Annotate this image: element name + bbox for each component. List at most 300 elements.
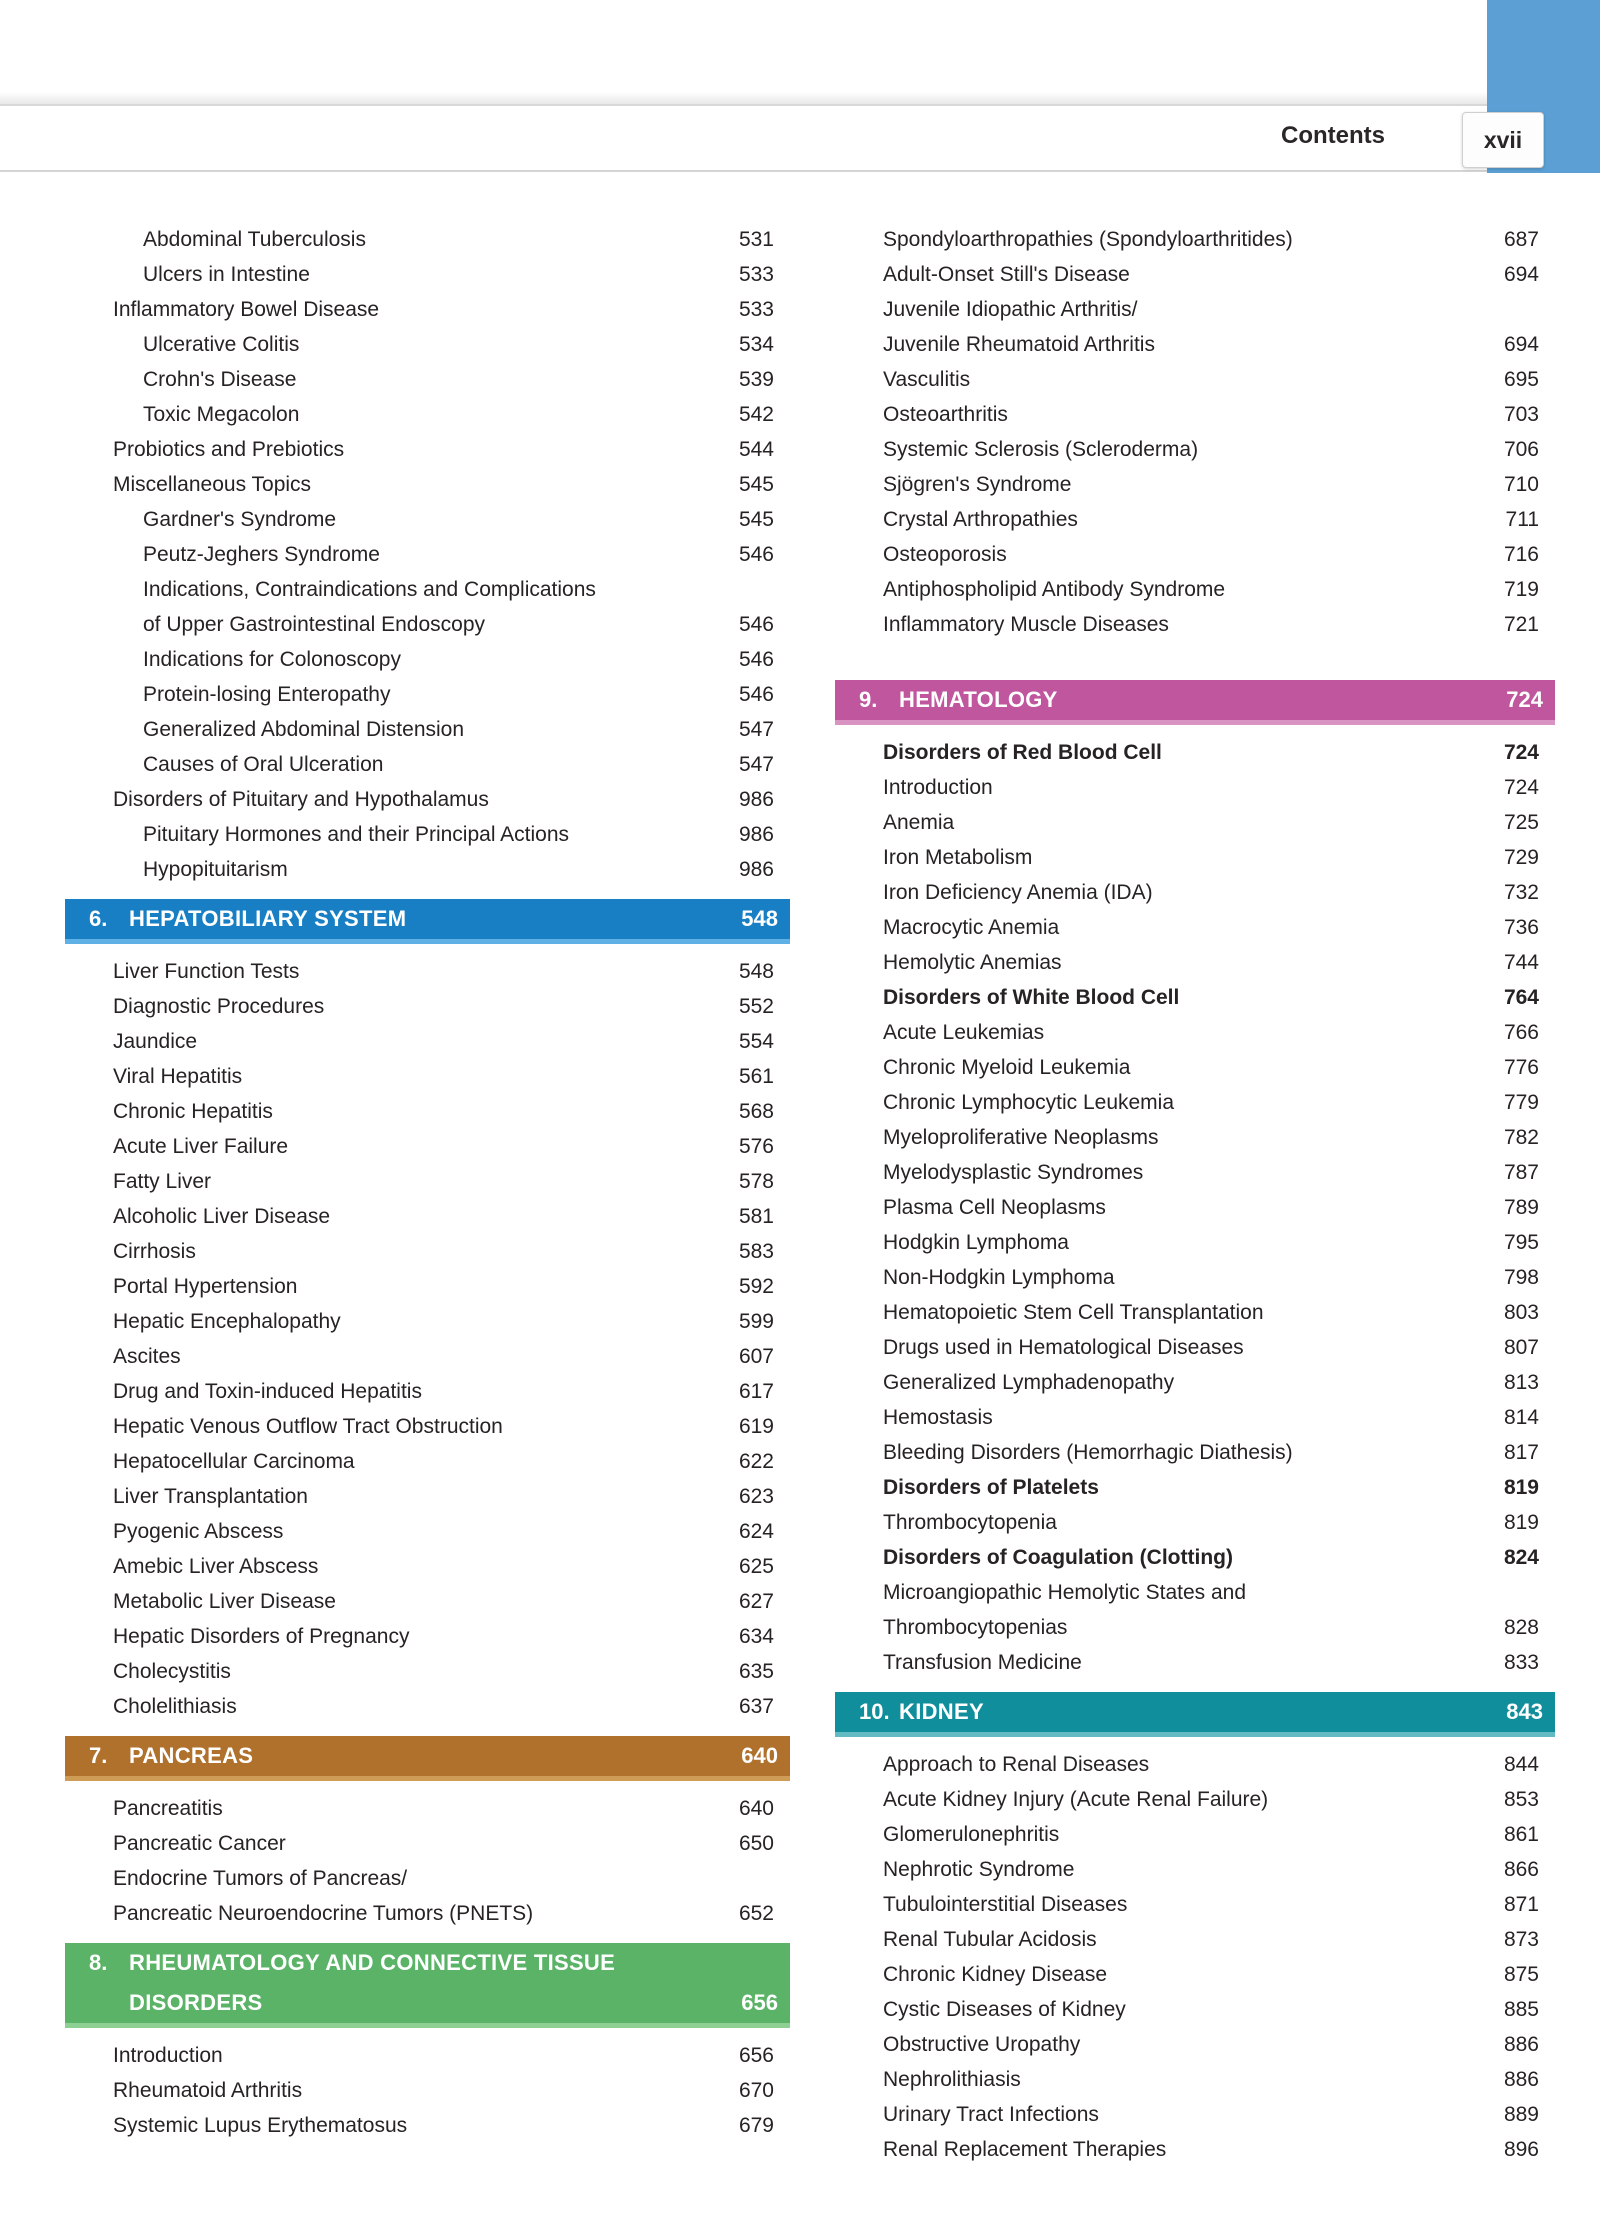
toc-entry-page: 724 (1503, 776, 1539, 799)
toc-entry-page: 534 (738, 333, 774, 356)
toc-entry (65, 467, 790, 502)
toc-entry (835, 1155, 1555, 1190)
toc-entry-page: 886 (1503, 2068, 1539, 2091)
toc-entry-page: 776 (1503, 1056, 1539, 1079)
toc-entry (835, 1260, 1555, 1295)
toc-entry-page: 871 (1503, 1893, 1539, 1916)
toc-entry (65, 607, 790, 642)
toc-entry-title: Nephrotic Syndrome (883, 1858, 1075, 1881)
toc-entry (835, 735, 1555, 770)
toc-entry (65, 1514, 790, 1549)
section-page-number: 843 (1506, 1699, 1543, 1724)
toc-entry-page: 764 (1503, 986, 1539, 1009)
toc-entry-page: 634 (738, 1625, 774, 1648)
toc-entry (835, 1190, 1555, 1225)
toc-entry-page: 581 (738, 1205, 774, 1228)
section-header-line (89, 1736, 778, 1776)
section-number: 7. (89, 1743, 108, 1768)
toc-entry-title: Metabolic Liver Disease (113, 1590, 336, 1613)
section-header-stripe (835, 720, 1555, 725)
toc-entry-page: 787 (1503, 1161, 1539, 1184)
toc-entry (835, 2097, 1555, 2132)
page-number-tab (1462, 112, 1544, 168)
toc-entry-title: Causes of Oral Ulceration (143, 753, 384, 776)
toc-entry-page: 716 (1503, 543, 1539, 566)
toc-entry-page: 635 (738, 1660, 774, 1683)
toc-entry-page: 721 (1503, 613, 1539, 636)
section-header-line (859, 680, 1543, 720)
toc-entry-title: Juvenile Rheumatoid Arthritis (883, 333, 1155, 356)
toc-entry-page: 656 (738, 2044, 774, 2067)
toc-entry-title: Hepatic Disorders of Pregnancy (113, 1625, 410, 1648)
toc-entry (835, 397, 1555, 432)
toc-entry-page: 866 (1503, 1858, 1539, 1881)
toc-entry-title: Obstructive Uropathy (883, 2033, 1081, 2056)
toc-entry-title: Tubulointerstitial Diseases (883, 1893, 1128, 1916)
toc-entry-title: Juvenile Idiopathic Arthritis/ (883, 298, 1138, 321)
toc-entry-page: 885 (1503, 1998, 1539, 2021)
toc-entry-page: 554 (738, 1030, 774, 1053)
toc-entry-title: Introduction (113, 2044, 223, 2067)
toc-entry-page: 546 (738, 648, 774, 671)
toc-entry-title: Renal Tubular Acidosis (883, 1928, 1097, 1951)
toc-entry-page: 578 (738, 1170, 774, 1193)
toc-column-left (65, 222, 790, 2143)
toc-entry-title: Introduction (883, 776, 993, 799)
toc-entry (835, 1852, 1555, 1887)
toc-entry-title: Cholecystitis (113, 1660, 231, 1683)
toc-entry-page: 622 (738, 1450, 774, 1473)
toc-entry-title: Liver Transplantation (113, 1485, 308, 1508)
toc-entry-title: Cirrhosis (113, 1240, 196, 1263)
toc-entry-title: Vasculitis (883, 368, 971, 391)
toc-entry-page: 539 (738, 368, 774, 391)
toc-entry-title: Pancreatic Neuroendocrine Tumors (PNETS) (113, 1902, 534, 1925)
toc-entry-title: Iron Deficiency Anemia (IDA) (883, 881, 1153, 904)
toc-entry-title: Disorders of White Blood Cell (883, 986, 1180, 1009)
toc-entry (835, 1470, 1555, 1505)
section-number: 10. (859, 1699, 890, 1724)
toc-entry (835, 1540, 1555, 1575)
toc-entry-title: Peutz-Jeghers Syndrome (143, 543, 380, 566)
toc-entry (835, 945, 1555, 980)
section-header-stripe (65, 2023, 790, 2028)
toc-entry-page: 548 (738, 960, 774, 983)
toc-entry-page: 844 (1503, 1753, 1539, 1776)
toc-entry (835, 1817, 1555, 1852)
toc-entry-title: Pancreatic Cancer (113, 1832, 286, 1855)
page-header-strip (0, 104, 1600, 172)
toc-entry-title: Pyogenic Abscess (113, 1520, 284, 1543)
toc-entry-page: 986 (738, 858, 774, 881)
toc-entry (835, 980, 1555, 1015)
toc-entry (65, 257, 790, 292)
toc-entry-page: 803 (1503, 1301, 1539, 1324)
toc-entry-title: Osteoarthritis (883, 403, 1008, 426)
section-header-line (859, 1692, 1543, 1732)
toc-entry-title: Pituitary Hormones and their Principal Actions (143, 823, 570, 846)
toc-entry (835, 1295, 1555, 1330)
toc-entry-title: Osteoporosis (883, 543, 1007, 566)
toc-entry (65, 1304, 790, 1339)
toc-column-right (835, 222, 1555, 2167)
section-title: KIDNEY (899, 1699, 984, 1724)
toc-entry (835, 257, 1555, 292)
toc-entry (65, 537, 790, 572)
toc-entry-page: 679 (738, 2114, 774, 2137)
toc-entry-title: Indications, Contraindications and Complications (143, 578, 596, 601)
toc-entry-title: Chronic Hepatitis (113, 1100, 273, 1123)
toc-entry (835, 1225, 1555, 1260)
toc-entry (65, 502, 790, 537)
toc-entry-title: of Upper Gastrointestinal Endoscopy (143, 613, 486, 636)
toc-entry-page: 833 (1503, 1651, 1539, 1674)
toc-entry-title: Thrombocytopenias (883, 1616, 1068, 1639)
toc-entry-page: 795 (1503, 1231, 1539, 1254)
toc-entry (835, 1330, 1555, 1365)
toc-entry-title: Toxic Megacolon (143, 403, 300, 426)
section-page-number: 724 (1506, 687, 1543, 712)
toc-entry (65, 1024, 790, 1059)
toc-entry-page: 533 (738, 263, 774, 286)
toc-entry (65, 747, 790, 782)
toc-entry-title: Hodgkin Lymphoma (883, 1231, 1069, 1254)
toc-entry-page: 592 (738, 1275, 774, 1298)
toc-entry-title: Approach to Renal Diseases (883, 1753, 1150, 1776)
toc-entry (65, 989, 790, 1024)
toc-entry (65, 1896, 790, 1931)
toc-entry-title: Hemostasis (883, 1406, 993, 1429)
toc-entry (835, 222, 1555, 257)
toc-entry (835, 805, 1555, 840)
toc-entry (835, 327, 1555, 362)
toc-entry (65, 1619, 790, 1654)
toc-entry (835, 467, 1555, 502)
toc-entry-page: 766 (1503, 1021, 1539, 1044)
toc-entry (65, 2108, 790, 2143)
toc-entry-title: Chronic Kidney Disease (883, 1963, 1108, 1986)
toc-entry-page: 889 (1503, 2103, 1539, 2126)
toc-entry-title: Abdominal Tuberculosis (143, 228, 366, 251)
section-title: RHEUMATOLOGY AND CONNECTIVE TISSUE (129, 1950, 616, 1975)
toc-entry-page: 640 (738, 1797, 774, 1820)
toc-entry-page: 736 (1503, 916, 1539, 939)
toc-entry-title: Microangiopathic Hemolytic States and (883, 1581, 1247, 1604)
toc-entry-page: 547 (738, 753, 774, 776)
toc-entry (835, 362, 1555, 397)
toc-entry-title: Inflammatory Bowel Disease (113, 298, 380, 321)
toc-entry-title: Hemolytic Anemias (883, 951, 1062, 974)
toc-entry-title: Hepatic Venous Outflow Tract Obstruction (113, 1415, 503, 1438)
toc-entry (65, 1164, 790, 1199)
toc-entry (65, 1269, 790, 1304)
toc-entry-page: 710 (1503, 473, 1539, 496)
toc-entry-page: 547 (738, 718, 774, 741)
toc-entry (65, 1374, 790, 1409)
section-header-stripe (65, 1776, 790, 1781)
toc-entry-title: Spondyloarthropathies (Spondyloarthritides) (883, 228, 1293, 251)
toc-entry (835, 1575, 1555, 1610)
toc-entry-page: 617 (738, 1380, 774, 1403)
toc-entry-title: Nephrolithiasis (883, 2068, 1021, 2091)
toc-entry (835, 1747, 1555, 1782)
toc-entry (65, 1059, 790, 1094)
toc-entry-title: Disorders of Platelets (883, 1476, 1099, 1499)
toc-entry (835, 910, 1555, 945)
toc-entry-title: Fatty Liver (113, 1170, 212, 1193)
toc-entry-page: 637 (738, 1695, 774, 1718)
toc-entry-page: 546 (738, 543, 774, 566)
toc-entry (65, 1549, 790, 1584)
toc-entry (835, 770, 1555, 805)
section-header-line (89, 1983, 778, 2023)
toc-entry-title: Chronic Myeloid Leukemia (883, 1056, 1131, 1079)
toc-entry-page: 542 (738, 403, 774, 426)
toc-entry-page: 711 (1505, 508, 1539, 531)
toc-entry-page: 824 (1503, 1546, 1539, 1569)
toc-entry-page: 725 (1503, 811, 1539, 834)
toc-entry-title: Ascites (113, 1345, 181, 1368)
section-title: HEMATOLOGY (899, 687, 1058, 712)
toc-entry-title: Hepatic Encephalopathy (113, 1310, 341, 1333)
toc-entry-page: 873 (1503, 1928, 1539, 1951)
toc-entry-title: Cholelithiasis (113, 1695, 237, 1718)
toc-entry (835, 1645, 1555, 1680)
section-number: 6. (89, 906, 108, 931)
toc-entry-page: 814 (1503, 1406, 1539, 1429)
toc-entry-title: Acute Liver Failure (113, 1135, 289, 1158)
page-number: xvii (1483, 126, 1523, 153)
toc-entry-page: 782 (1503, 1126, 1539, 1149)
toc-entry (835, 1085, 1555, 1120)
toc-entry-title: Adult-Onset Still's Disease (883, 263, 1130, 286)
toc-entry (835, 1992, 1555, 2027)
toc-entry (65, 327, 790, 362)
section-header-bar (835, 1692, 1555, 1732)
section-page-number: 656 (741, 1990, 778, 2015)
toc-entry-page: 694 (1503, 333, 1539, 356)
toc-entry-title: Drugs used in Hematological Diseases (883, 1336, 1244, 1359)
toc-entry (65, 712, 790, 747)
section-header-bar (65, 1943, 790, 2023)
toc-entry (835, 607, 1555, 642)
toc-entry-page: 544 (738, 438, 774, 461)
section-number: 8. (89, 1950, 108, 1975)
toc-entry (65, 1129, 790, 1164)
section-header-bar (835, 680, 1555, 720)
toc-entry-page: 828 (1503, 1616, 1539, 1639)
toc-entry-title: Systemic Sclerosis (Scleroderma) (883, 438, 1199, 461)
toc-entry-title: Generalized Lymphadenopathy (883, 1371, 1175, 1394)
toc-entry (65, 1791, 790, 1826)
toc-entry (835, 1922, 1555, 1957)
toc-entry-page: 546 (738, 613, 774, 636)
toc-entry-title: Renal Replacement Therapies (883, 2138, 1167, 2161)
section-title: HEPATOBILIARY SYSTEM (129, 906, 407, 931)
toc-entry-page: 861 (1503, 1823, 1539, 1846)
spacer (835, 642, 1555, 668)
toc-entry-title: Cystic Diseases of Kidney (883, 1998, 1126, 2021)
toc-entry (835, 292, 1555, 327)
toc-entry-page: 875 (1503, 1963, 1539, 1986)
toc-entry (65, 397, 790, 432)
toc-entry (65, 782, 790, 817)
toc-entry-page: 650 (738, 1832, 774, 1855)
toc-entry (65, 1826, 790, 1861)
toc-entry (65, 362, 790, 397)
toc-entry-page: 619 (738, 1415, 774, 1438)
section-header-line (89, 1943, 778, 1983)
toc-entry-title: Hematopoietic Stem Cell Transplantation (883, 1301, 1264, 1324)
toc-entry-page: 807 (1503, 1336, 1539, 1359)
toc-entry (65, 1444, 790, 1479)
toc-entry (835, 1015, 1555, 1050)
toc-entry-title: Amebic Liver Abscess (113, 1555, 319, 1578)
toc-entry-title: Disorders of Coagulation (Clotting) (883, 1546, 1233, 1569)
toc-entry-page: 561 (738, 1065, 774, 1088)
toc-entry-page: 798 (1503, 1266, 1539, 1289)
toc-entry-page: 706 (1503, 438, 1539, 461)
toc-entry (65, 1234, 790, 1269)
toc-entry-title: Crohn's Disease (143, 368, 297, 391)
toc-entry (835, 2027, 1555, 2062)
toc-entry (835, 1120, 1555, 1155)
toc-entry-page: 719 (1503, 578, 1539, 601)
toc-entry (65, 1199, 790, 1234)
section-header-stripe (835, 1732, 1555, 1737)
toc-entry-page: 789 (1503, 1196, 1539, 1219)
toc-entry (835, 502, 1555, 537)
toc-entry (65, 1094, 790, 1129)
toc-entry (835, 1365, 1555, 1400)
toc-entry-title: Endocrine Tumors of Pancreas/ (113, 1867, 408, 1890)
toc-entry-page: 545 (738, 473, 774, 496)
toc-entry-title: Iron Metabolism (883, 846, 1033, 869)
toc-entry-page: 552 (738, 995, 774, 1018)
toc-entry-title: Jaundice (113, 1030, 198, 1053)
section-title: PANCREAS (129, 1743, 254, 1768)
toc-entry-title: Rheumatoid Arthritis (113, 2079, 303, 2102)
toc-entry-title: Ulcerative Colitis (143, 333, 300, 356)
toc-entry-page: 729 (1503, 846, 1539, 869)
toc-entry-page: 545 (738, 508, 774, 531)
section-header-line (89, 899, 778, 939)
toc-entry-title: Myeloproliferative Neoplasms (883, 1126, 1159, 1149)
toc-entry (835, 875, 1555, 910)
toc-entry-page: 813 (1503, 1371, 1539, 1394)
toc-entry (835, 1957, 1555, 1992)
toc-entry-title: Sjögren's Syndrome (883, 473, 1072, 496)
toc-entry (65, 1339, 790, 1374)
toc-entry (835, 1505, 1555, 1540)
toc-entry (835, 537, 1555, 572)
toc-entry-title: Protein-losing Enteropathy (143, 683, 391, 706)
toc-entry-page: 670 (738, 2079, 774, 2102)
section-number: 9. (859, 687, 878, 712)
toc-entry-title: Myelodysplastic Syndromes (883, 1161, 1144, 1184)
toc-entry-title: Diagnostic Procedures (113, 995, 325, 1018)
toc-entry-title: Ulcers in Intestine (143, 263, 310, 286)
toc-entry-title: Chronic Lymphocytic Leukemia (883, 1091, 1175, 1114)
toc-entry (835, 432, 1555, 467)
toc-entry-page: 817 (1503, 1441, 1539, 1464)
toc-entry (835, 1400, 1555, 1435)
toc-entry-page: 583 (738, 1240, 774, 1263)
toc-entry-title: Antiphospholipid Antibody Syndrome (883, 578, 1226, 601)
toc-entry-title: Anemia (883, 811, 955, 834)
toc-entry-title: Thrombocytopenia (883, 1511, 1057, 1534)
toc-entry (835, 572, 1555, 607)
toc-entry (835, 1782, 1555, 1817)
toc-entry (835, 1435, 1555, 1470)
toc-entry-title: Acute Kidney Injury (Acute Renal Failure) (883, 1788, 1269, 1811)
toc-entry-title: Bleeding Disorders (Hemorrhagic Diathesis) (883, 1441, 1293, 1464)
toc-entry (65, 1479, 790, 1514)
toc-entry-title: Glomerulonephritis (883, 1823, 1060, 1846)
toc-entry-page: 779 (1503, 1091, 1539, 1114)
section-header-stripe (65, 939, 790, 944)
toc-entry-page: 623 (738, 1485, 774, 1508)
toc-entry-page: 724 (1503, 741, 1539, 764)
toc-entry-page: 986 (738, 788, 774, 811)
toc-entry-title: Macrocytic Anemia (883, 916, 1060, 939)
toc-entry-page: 599 (738, 1310, 774, 1333)
toc-entry-page: 986 (738, 823, 774, 846)
toc-entry (65, 432, 790, 467)
toc-entry-page: 568 (738, 1100, 774, 1123)
toc-entry-title: Plasma Cell Neoplasms (883, 1196, 1106, 1219)
toc-entry-title: Systemic Lupus Erythematosus (113, 2114, 408, 2137)
toc-entry (65, 1409, 790, 1444)
toc-entry (65, 852, 790, 887)
toc-entry (65, 1689, 790, 1724)
toc-entry-title: Gardner's Syndrome (143, 508, 337, 531)
toc-entry (835, 2062, 1555, 2097)
toc-entry (65, 677, 790, 712)
toc-entry-page: 652 (738, 1902, 774, 1925)
toc-entry-title: Urinary Tract Infections (883, 2103, 1099, 2126)
toc-entry-page: 576 (738, 1135, 774, 1158)
toc-entry-page: 625 (738, 1555, 774, 1578)
toc-entry-title: Disorders of Pituitary and Hypothalamus (113, 788, 489, 811)
toc-entry (65, 817, 790, 852)
toc-entry-page: 819 (1503, 1476, 1539, 1499)
toc-entry-title: Probiotics and Prebiotics (113, 438, 345, 461)
toc-entry (835, 1610, 1555, 1645)
toc-entry-title: Hypopituitarism (143, 858, 288, 881)
toc-entry-page: 896 (1503, 2138, 1539, 2161)
toc-entry-page: 627 (738, 1590, 774, 1613)
toc-entry-title: Crystal Arthropathies (883, 508, 1078, 531)
toc-entry-title: Alcoholic Liver Disease (113, 1205, 331, 1228)
toc-entry (65, 642, 790, 677)
toc-entry-page: 687 (1503, 228, 1539, 251)
section-page-number: 548 (741, 906, 778, 931)
toc-entry-page: 533 (738, 298, 774, 321)
section-header-bar (65, 899, 790, 939)
toc-entry (835, 1887, 1555, 1922)
toc-entry-page: 819 (1503, 1511, 1539, 1534)
contents-label: Contents (1281, 122, 1385, 149)
toc-entry-title: Indications for Colonoscopy (143, 648, 401, 671)
toc-entry (65, 954, 790, 989)
toc-entry-title: Drug and Toxin-induced Hepatitis (113, 1380, 422, 1403)
toc-entry-page: 886 (1503, 2033, 1539, 2056)
toc-entry-title: Liver Function Tests (113, 960, 300, 983)
toc-entry-page: 546 (738, 683, 774, 706)
section-page-number: 640 (741, 1743, 778, 1768)
toc-entry-title: Non-Hodgkin Lymphoma (883, 1266, 1115, 1289)
